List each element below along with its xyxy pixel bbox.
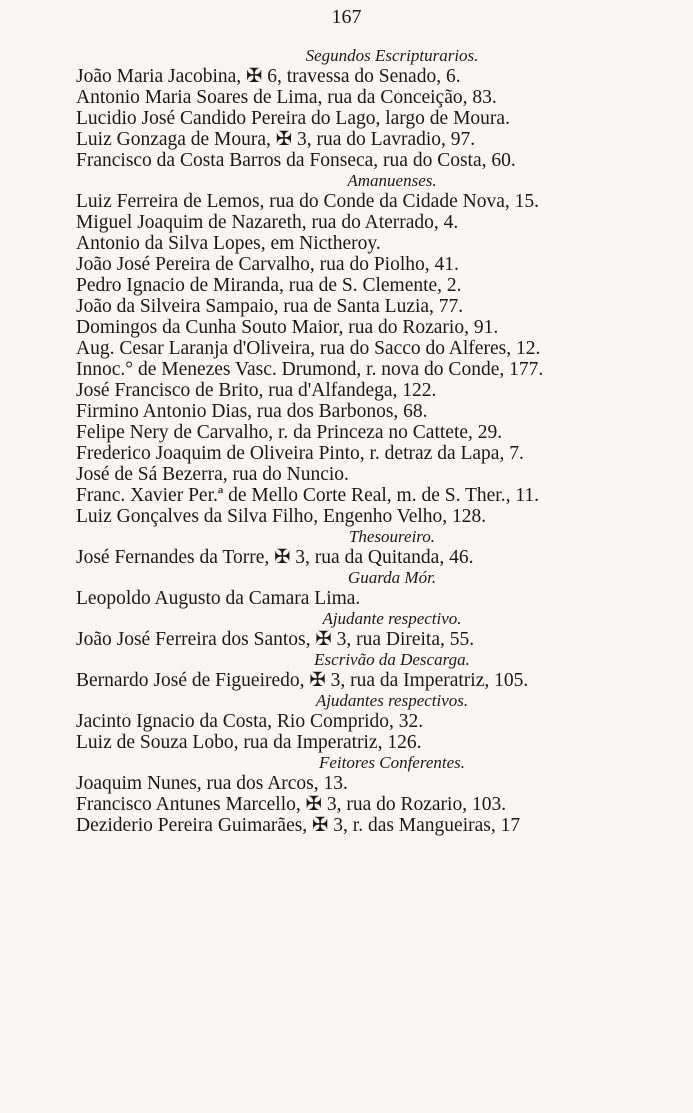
- page-number: 167: [331, 6, 362, 28]
- section-heading: Ajudante respectivo.: [322, 609, 462, 628]
- list-item: José Francisco de Brito, rua d'Alfandega, 122.: [76, 380, 437, 401]
- list-item: João Maria Jacobina, ✠ 6, travessa do Senado, 6.: [76, 66, 461, 87]
- list-item: Luiz Ferreira de Lemos, rua do Conde da Cidade Nova, 15.: [76, 191, 539, 212]
- section-heading: Escrivão da Descarga.: [314, 650, 470, 669]
- list-item: Luiz Gonzaga de Moura, ✠ 3, rua do Lavradio, 97.: [76, 129, 476, 150]
- list-item: Firmino Antonio Dias, rua dos Barbonos, 68.: [76, 401, 428, 422]
- section-heading: Feitores Conferentes.: [318, 753, 466, 772]
- section-heading: Ajudantes respectivos.: [315, 691, 469, 710]
- list-item: Frederico Joaquim de Oliveira Pinto, r. detraz da Lapa, 7.: [76, 443, 524, 464]
- list-item: João da Silveira Sampaio, rua de Santa Luzia, 77.: [76, 296, 464, 317]
- list-item: Franc. Xavier Per.ª de Mello Corte Real, m. de S. Ther., 11.: [76, 485, 539, 506]
- list-item: Leopoldo Augusto da Camara Lima.: [76, 588, 361, 609]
- list-item: Joaquim Nunes, rua dos Arcos, 13.: [76, 773, 348, 794]
- list-item: João José Ferreira dos Santos, ✠ 3, rua Direita, 55.: [76, 629, 475, 650]
- list-item: Jacinto Ignacio da Costa, Rio Comprido, 32.: [76, 711, 424, 732]
- list-item: Luiz Gonçalves da Silva Filho, Engenho Velho, 128.: [76, 506, 487, 527]
- list-item: José de Sá Bezerra, rua do Nuncio.: [76, 464, 349, 485]
- list-item: Francisco da Costa Barros da Fonseca, rua do Costa, 60.: [76, 150, 516, 171]
- list-item: Deziderio Pereira Guimarães, ✠ 3, r. das Mangueiras, 17: [76, 815, 521, 836]
- page-content: [76, 46, 686, 836]
- section-heading: Amanuenses.: [347, 171, 437, 190]
- list-item: Miguel Joaquim de Nazareth, rua do Aterrado, 4.: [76, 212, 459, 233]
- list-item: Antonio da Silva Lopes, em Nictheroy.: [76, 233, 381, 254]
- list-item: João José Pereira de Carvalho, rua do Piolho, 41.: [76, 254, 459, 275]
- list-item: José Fernandes da Torre, ✠ 3, rua da Quitanda, 46.: [76, 547, 474, 568]
- list-item: Domingos da Cunha Souto Maior, rua do Rozario, 91.: [76, 317, 499, 338]
- list-item: Aug. Cesar Laranja d'Oliveira, rua do Sacco do Alferes, 12.: [76, 338, 541, 359]
- section-heading: Guarda Mór.: [347, 568, 437, 587]
- list-item: Luiz de Souza Lobo, rua da Imperatriz, 126.: [76, 732, 422, 753]
- list-item: Felipe Nery de Carvalho, r. da Princeza no Cattete, 29.: [76, 422, 503, 443]
- list-item: Bernardo José de Figueiredo, ✠ 3, rua da Imperatriz, 105.: [76, 670, 529, 691]
- list-item: Antonio Maria Soares de Lima, rua da Conceição, 83.: [76, 87, 497, 108]
- list-item: Pedro Ignacio de Miranda, rua de S. Clemente, 2.: [76, 275, 462, 296]
- list-item: Lucidio José Candido Pereira do Lago, largo de Moura.: [76, 108, 510, 129]
- list-item: Francisco Antunes Marcello, ✠ 3, rua do Rozario, 103.: [76, 794, 507, 815]
- section-heading: Thesoureiro.: [348, 527, 436, 546]
- section-heading: Segundos Escripturarios.: [305, 46, 479, 65]
- list-item: Innoc.° de Menezes Vasc. Drumond, r. nova do Conde, 177.: [76, 359, 544, 380]
